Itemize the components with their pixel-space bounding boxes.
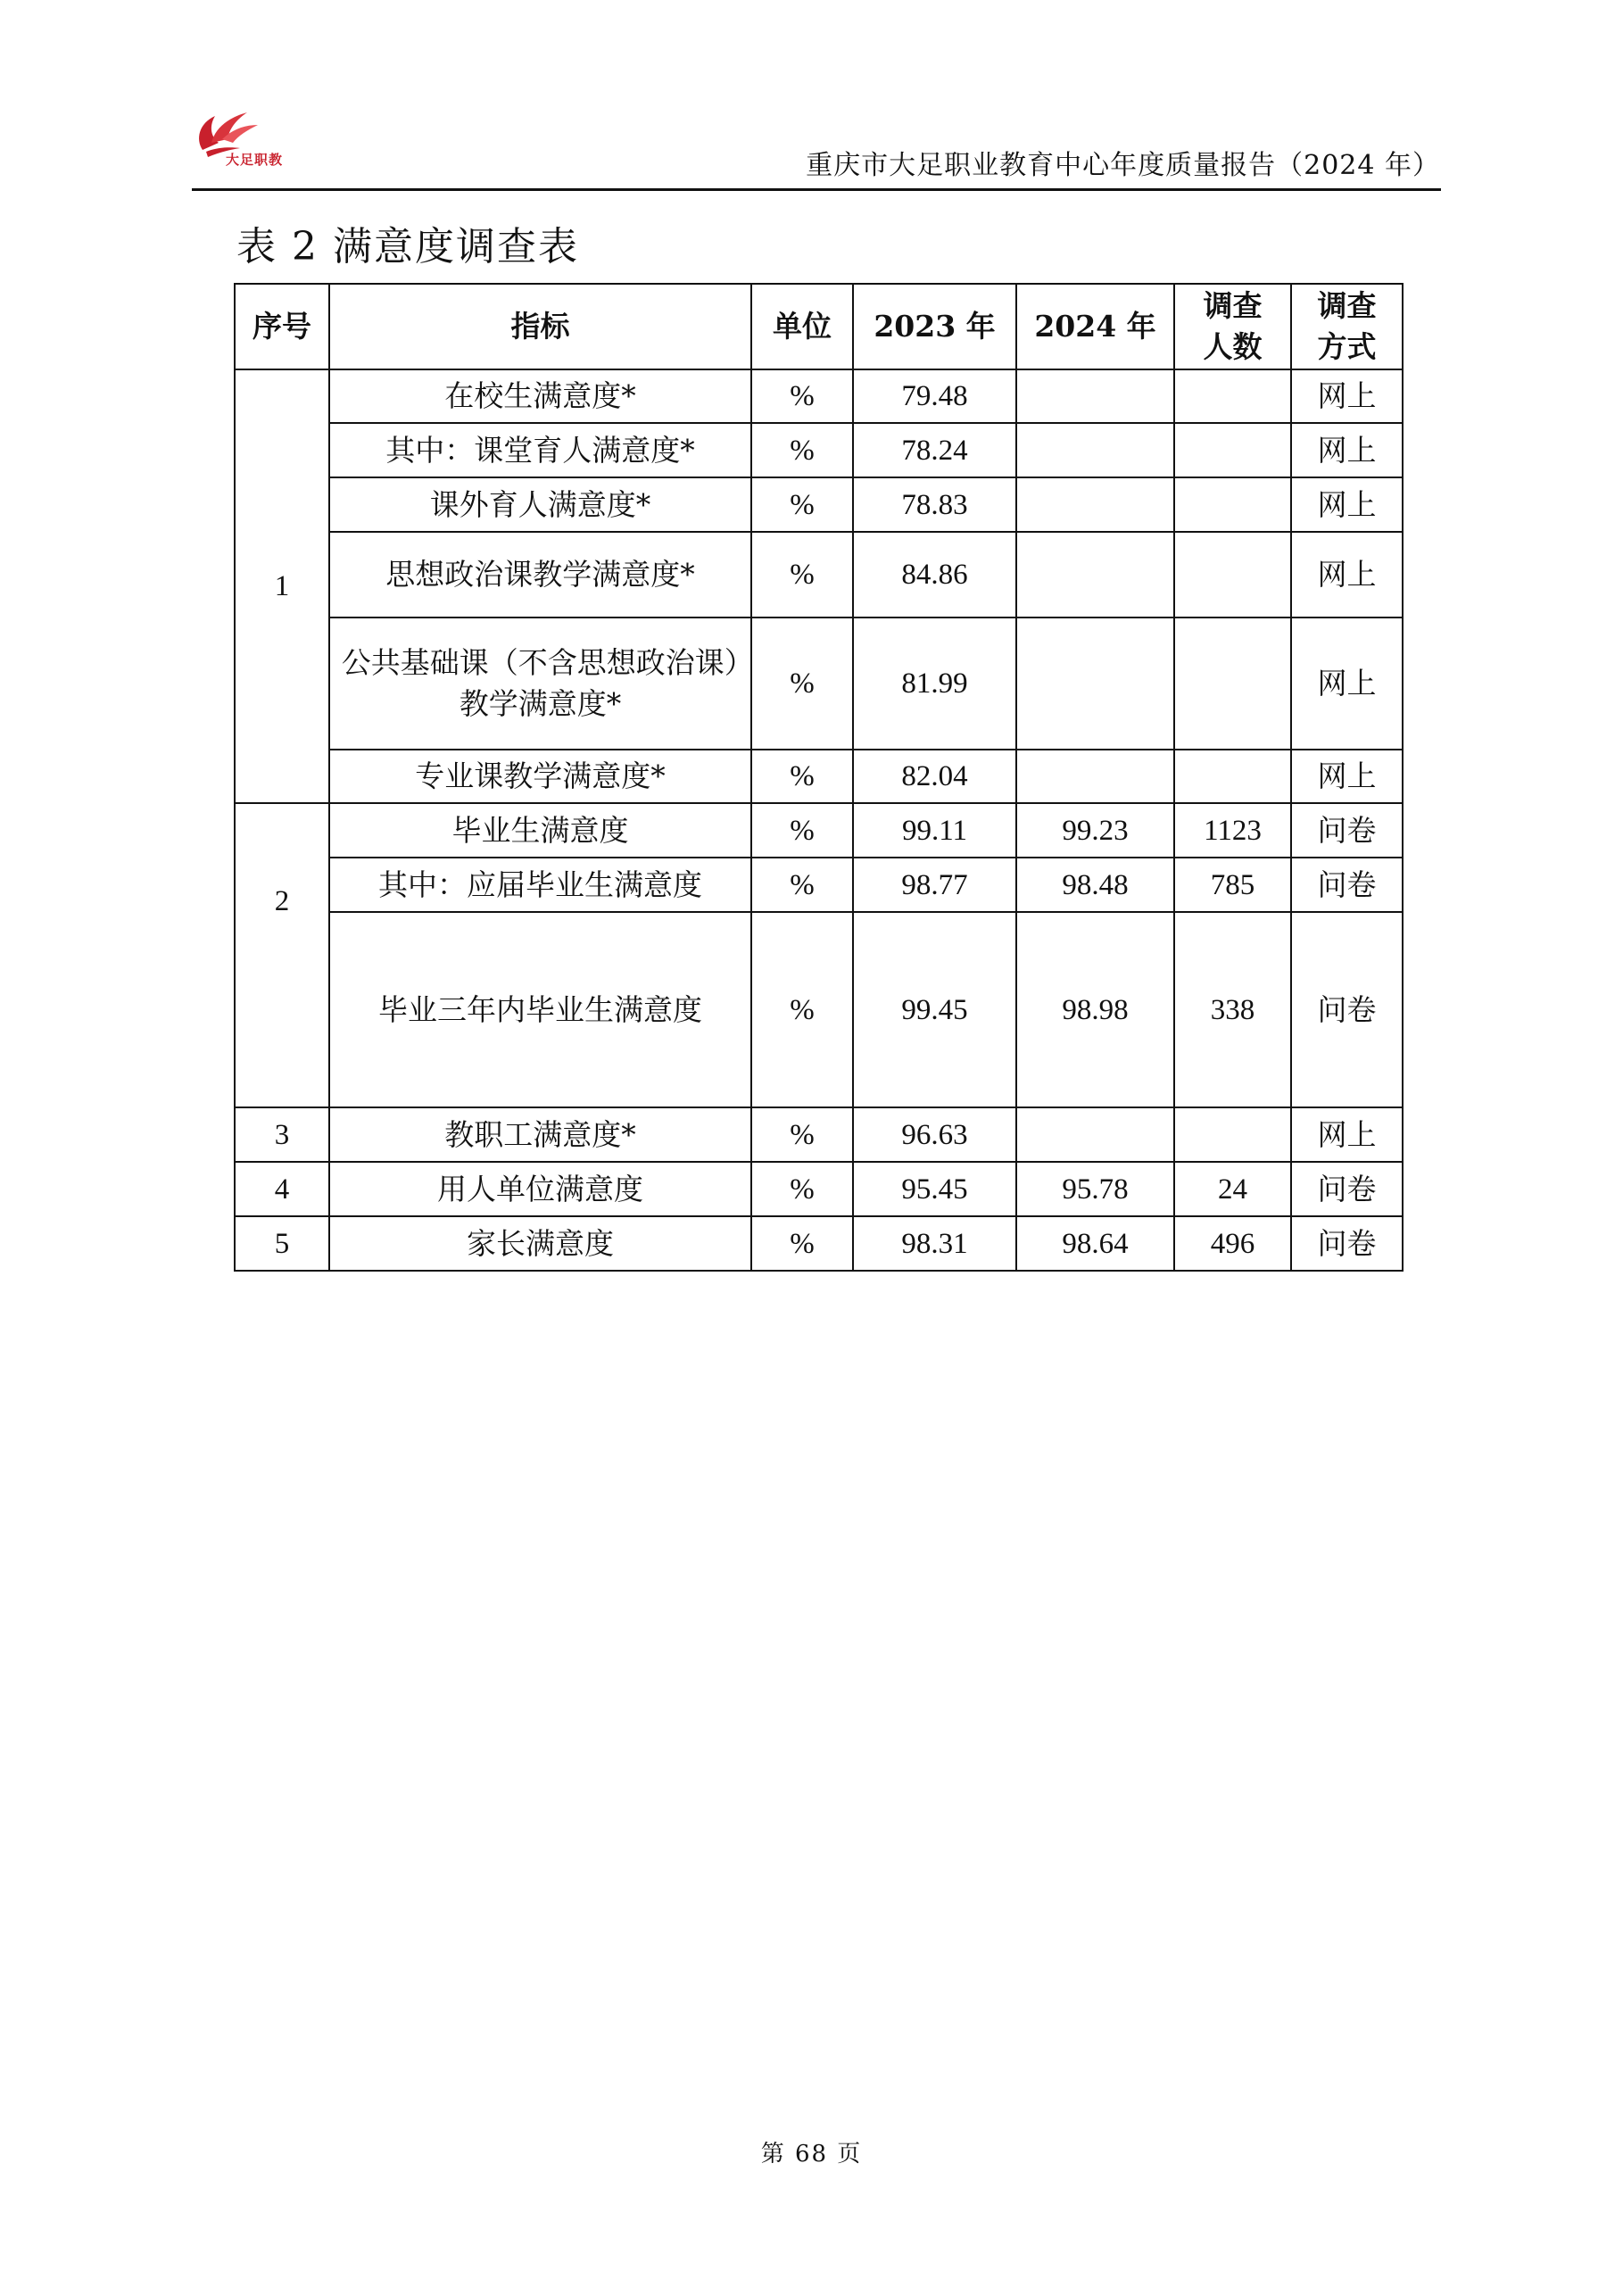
indicator-cell: 家长满意度	[329, 1216, 751, 1271]
header-method-line2: 方式	[1317, 329, 1377, 364]
value-2023-cell: 78.83	[853, 477, 1016, 532]
table-row	[235, 803, 1403, 858]
indicator-cell: 在校生满意度*	[329, 369, 751, 423]
survey-count-cell: 785	[1174, 858, 1291, 912]
unit-cell: %	[751, 1162, 853, 1216]
unit-cell: %	[751, 912, 853, 1107]
value-2023-cell: 84.86	[853, 532, 1016, 618]
indicator-cell: 用人单位满意度	[329, 1162, 751, 1216]
header-index: 序号	[235, 284, 329, 369]
table-row	[235, 532, 1403, 618]
header-method-line1: 调查	[1317, 288, 1377, 323]
unit-cell: %	[751, 618, 853, 750]
value-2023-cell: 99.45	[853, 912, 1016, 1107]
header-indicator: 指标	[329, 284, 751, 369]
header-2023: 2023 年	[853, 284, 1016, 369]
unit-cell: %	[751, 423, 853, 477]
indicator-cell: 其中：应届毕业生满意度	[329, 858, 751, 912]
survey-method-cell: 网上	[1291, 369, 1403, 423]
table-caption: 表 2 满意度调查表	[236, 224, 579, 269]
unit-cell: %	[751, 750, 853, 803]
survey-method-cell: 问卷	[1291, 858, 1403, 912]
unit-cell: %	[751, 803, 853, 858]
header-count-line2: 人数	[1203, 329, 1263, 364]
survey-method-cell: 网上	[1291, 618, 1403, 750]
header-survey-count	[1174, 284, 1291, 369]
unit-cell: %	[751, 858, 853, 912]
table-row	[235, 1162, 1403, 1216]
value-2023-cell: 98.77	[853, 858, 1016, 912]
survey-method-cell: 网上	[1291, 477, 1403, 532]
table-row	[235, 858, 1403, 912]
table-row	[235, 423, 1403, 477]
unit-cell: %	[751, 477, 853, 532]
value-2024-cell	[1016, 618, 1174, 750]
satisfaction-survey-table	[234, 283, 1404, 1272]
survey-method-cell: 网上	[1291, 423, 1403, 477]
indicator-cell: 其中：课堂育人满意度*	[329, 423, 751, 477]
group-index: 1	[235, 369, 329, 803]
value-2023-cell: 98.31	[853, 1216, 1016, 1271]
table-row	[235, 477, 1403, 532]
value-2023-cell: 79.48	[853, 369, 1016, 423]
survey-method-cell: 问卷	[1291, 803, 1403, 858]
report-header-title: 重庆市大足职业教育中心年度质量报告（2024 年）	[806, 150, 1440, 181]
value-2024-cell	[1016, 423, 1174, 477]
survey-count-cell	[1174, 423, 1291, 477]
indicator-cell: 公共基础课（不含思想政治课）教学满意度*	[329, 618, 751, 750]
value-2023-cell: 95.45	[853, 1162, 1016, 1216]
table-row	[235, 618, 1403, 750]
survey-method-cell: 问卷	[1291, 1216, 1403, 1271]
table-row	[235, 1107, 1403, 1162]
page-number: 第 68 页	[760, 2141, 863, 2168]
group-index-text: 2	[274, 885, 290, 917]
group-index: 4	[235, 1162, 329, 1216]
value-2024-cell: 99.23	[1016, 803, 1174, 858]
survey-count-cell	[1174, 532, 1291, 618]
indicator-cell: 教职工满意度*	[329, 1107, 751, 1162]
indicator-cell: 思想政治课教学满意度*	[329, 532, 751, 618]
unit-cell: %	[751, 1216, 853, 1271]
value-2024-cell	[1016, 1107, 1174, 1162]
table-row	[235, 912, 1403, 1107]
survey-method-cell: 问卷	[1291, 912, 1403, 1107]
indicator-cell: 毕业三年内毕业生满意度	[329, 912, 751, 1107]
header-survey-method	[1291, 284, 1403, 369]
value-2023-cell: 78.24	[853, 423, 1016, 477]
survey-count-cell	[1174, 477, 1291, 532]
survey-count-cell	[1174, 750, 1291, 803]
survey-method-cell: 网上	[1291, 532, 1403, 618]
logo-text: 大足职教	[226, 152, 284, 168]
survey-count-cell: 338	[1174, 912, 1291, 1107]
value-2024-cell	[1016, 532, 1174, 618]
value-2023-cell: 81.99	[853, 618, 1016, 750]
indicator-cell: 课外育人满意度*	[329, 477, 751, 532]
unit-cell: %	[751, 1107, 853, 1162]
header-count-line1: 调查	[1203, 288, 1263, 323]
unit-cell: %	[751, 369, 853, 423]
table-row	[235, 750, 1403, 803]
value-2024-cell: 98.98	[1016, 912, 1174, 1107]
table-row	[235, 1216, 1403, 1271]
survey-count-cell	[1174, 618, 1291, 750]
header-2024: 2024 年	[1016, 284, 1174, 369]
survey-count-cell: 496	[1174, 1216, 1291, 1271]
header-unit: 单位	[751, 284, 853, 369]
value-2024-cell	[1016, 750, 1174, 803]
header-divider	[192, 188, 1441, 191]
value-2023-cell: 82.04	[853, 750, 1016, 803]
value-2024-cell	[1016, 477, 1174, 532]
indicator-cell: 专业课教学满意度*	[329, 750, 751, 803]
survey-count-cell	[1174, 369, 1291, 423]
value-2024-cell	[1016, 369, 1174, 423]
value-2023-cell: 99.11	[853, 803, 1016, 858]
unit-cell: %	[751, 532, 853, 618]
value-2024-cell: 98.48	[1016, 858, 1174, 912]
survey-count-cell	[1174, 1107, 1291, 1162]
survey-method-cell: 问卷	[1291, 1162, 1403, 1216]
school-logo	[192, 107, 317, 178]
survey-method-cell: 网上	[1291, 750, 1403, 803]
survey-count-cell: 1123	[1174, 803, 1291, 858]
group-index	[235, 803, 329, 1107]
survey-count-cell: 24	[1174, 1162, 1291, 1216]
survey-method-cell: 网上	[1291, 1107, 1403, 1162]
value-2024-cell: 98.64	[1016, 1216, 1174, 1271]
value-2024-cell: 95.78	[1016, 1162, 1174, 1216]
indicator-cell: 毕业生满意度	[329, 803, 751, 858]
value-2023-cell: 96.63	[853, 1107, 1016, 1162]
table-row	[235, 369, 1403, 423]
group-index: 5	[235, 1216, 329, 1271]
table-header-row	[235, 284, 1403, 369]
group-index: 3	[235, 1107, 329, 1162]
